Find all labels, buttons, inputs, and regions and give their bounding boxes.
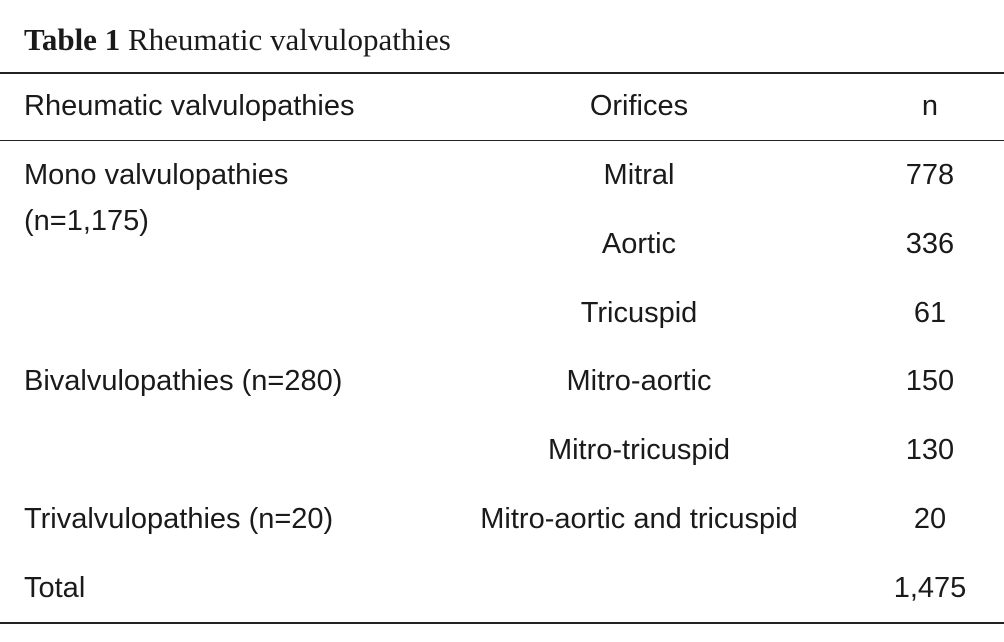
row-n: 778 xyxy=(905,159,955,191)
table-caption-label: Table 1 xyxy=(24,22,121,57)
row-orifice: Tricuspid xyxy=(580,297,698,329)
table-bottom-rule xyxy=(0,622,1004,624)
row-orifice: Mitro-aortic xyxy=(566,365,712,397)
row-group-label: Trivalvulopathies (n=20) xyxy=(24,503,334,535)
row-n: 336 xyxy=(905,228,955,260)
table-caption xyxy=(24,20,451,60)
row-group-label: Mono valvulopathies xyxy=(24,159,289,191)
row-n: 20 xyxy=(913,503,947,535)
total-label: Total xyxy=(24,572,86,604)
header-orifices: Orifices xyxy=(589,90,689,122)
row-orifice: Mitro-aortic and tricuspid xyxy=(480,503,798,535)
total-n: 1,475 xyxy=(893,572,967,604)
row-orifice: Mitral xyxy=(603,159,675,191)
row-n: 150 xyxy=(905,365,955,397)
row-orifice: Mitro-tricuspid xyxy=(547,434,731,466)
table-header-rule xyxy=(0,140,1004,141)
row-n: 130 xyxy=(905,434,955,466)
table-caption-title: Rheumatic valvulopathies xyxy=(127,22,451,57)
header-n: n xyxy=(921,90,939,122)
row-group-label: Bivalvulopathies (n=280) xyxy=(24,365,343,397)
row-n: 61 xyxy=(913,297,947,329)
row-group-label-line2: (n=1,175) xyxy=(24,205,149,237)
row-orifice: Aortic xyxy=(601,228,677,260)
table-top-rule xyxy=(0,72,1004,74)
header-category: Rheumatic valvulopathies xyxy=(24,90,355,122)
